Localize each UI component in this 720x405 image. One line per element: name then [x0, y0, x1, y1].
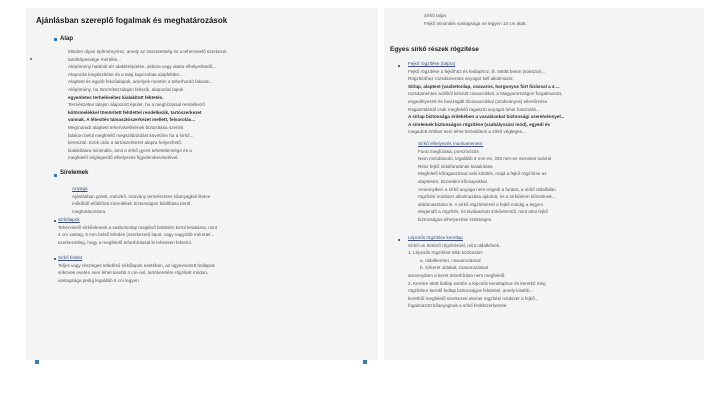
text-line: 2. Keretre ütött fedlap esetén a lépcsős keretlaphoz és keretkő még [408, 280, 546, 286]
text-line: Teherviselő sírkőelemek a vasbetonlap meglévő felületén kerül lerakásra, mint [58, 224, 218, 230]
text-line: Alépítmény határolt tér alaktérépítése, akkora vagy alatta elhelyezkedő... [68, 64, 217, 70]
left-document-page [26, 8, 378, 360]
step-item: alaptestre, közvetlen kőcsapokkal. [418, 178, 488, 184]
text-line: keretből megfelelő szerkezeti elemei rögzítési módszer a fejkő... [408, 295, 539, 301]
steps-heading: Sírkő elhelyezés munkamenete: [418, 141, 484, 146]
bullet-marker [54, 220, 56, 222]
text-line: megfelelő véglegesítő elhelyezés figyelembevételével. [68, 155, 179, 161]
text-line: keresztül. Ezek után a tartószerkezet alapra helyezhető. [68, 140, 183, 146]
bullet-marker [54, 258, 56, 260]
step-item: alátámasztása is. A sírkő rögzítésénél a fejkő mindig a legyen [418, 201, 544, 207]
left-page-title: Ajánlásban szereplő fogalmak és meghatározások [36, 16, 228, 25]
text-line: sírkövek esetén nem lehet kisebb 4 cm-nél, tartókeretére rögzített módon, [58, 270, 209, 276]
bullet-marker [54, 174, 57, 177]
step-item: Furat megfúrása, porszívózás [418, 148, 479, 154]
subsection-title: Sírkőlapok [58, 217, 80, 222]
text-line: a. oldalkeretet, csavarozással [420, 257, 481, 263]
bullet-marker [398, 239, 400, 241]
bullet-marker [54, 38, 57, 41]
text-line: vastagsága pedig legalább 6 cm legyen. [58, 277, 140, 283]
text-line: falakon belül megfelelő megszilárdulást követően ha a sírkő... [68, 132, 194, 138]
section-sirelemek-heading: Sírelemek [60, 170, 89, 176]
section-alap-body [68, 48, 368, 162]
text-line: Sírlap, alaptest (vasbetonlap, csavaros, horgonyos fúrt fúrással a 4 ... [408, 83, 560, 89]
bullet-marker [30, 58, 32, 60]
step-item: elegendő a rögzítés, és kiválasztott sírkőelemtől, mint ahol fejkő [418, 209, 548, 215]
text-line: A sírlap biztonsága érdekében a vasalásokat biztonsági szerelvénnyel... [408, 114, 565, 120]
numbered-steps [418, 140, 698, 224]
subsection-title: Lépcsős rögzítése keretlap [408, 235, 463, 240]
text-line: 1. Lépcsős rögzítésé több közbezárt: [408, 250, 484, 256]
text-line: megadott értéket sem lehet lerövidíteni a sírkő végleges... [408, 129, 526, 135]
text-line: szerkezetileg, hogy a megfelelő teherbírással le lehessen fektetni. [58, 239, 193, 245]
text-line: Természetes talajon alapozott épület, ha a megbízással rendelkező [68, 102, 205, 108]
text-line: Megmaradt alaptest teherviselésének biztosítása szerinti [68, 124, 184, 130]
right-document-page [384, 8, 704, 360]
text-line: egyenletes terheléséhez kialakított fektetés. [68, 94, 164, 100]
text-line: Fejkő minimális vastagsága ne legyen 10 cm alatt. [424, 20, 527, 26]
text-line: Sírkő-on történő rögzítésnél, mint oldalkőnek. [408, 242, 501, 248]
text-line: Alapozás kiegészítése és a talaj kapcsolata alapfelület... [68, 71, 183, 77]
step-item: Megfelelő kőragasztóval való kitöltés, majd a fejkő rögzítése az [418, 171, 547, 177]
text-line: amennyiben a keret teherbírása nem megfelelő. [408, 272, 506, 278]
step-item: Rész fejkő oldalfuratának kialakítása [418, 163, 493, 169]
step-item: rögzítési módszer alkalmazása ajánlott, és a sírkőelem kőzetének... [418, 194, 556, 200]
text-line: fogalmazott kőanyagnak a sírkő fedélszerkezete. [408, 303, 508, 309]
text-line: tartóképessége mértéke... [68, 56, 122, 62]
step-item: Nem rozsdásodó, legalább 8 mm-es, 200 mm-es menetes szárral [418, 156, 552, 162]
slide-marker-left [35, 360, 39, 364]
text-line: Alépítmény, ha tömörített talajon fekszik, alapozási lapok [68, 86, 184, 92]
step-item: biztonságos elhelyezése szükséges. [418, 216, 493, 222]
text-line: Teljes vagy részleges lefedésű sírkőlapok esetében, az úgynevezett fedlapok [58, 262, 215, 268]
right-page-top-lines [424, 12, 694, 27]
text-line: A sírelemek biztonságos rögzítése (szabályozási mód), egyedi és [408, 121, 551, 127]
text-line: engedélyezett és bevizsgált tőcsavarokkal (szabványos) ellenőrzése. [408, 98, 549, 104]
text-line: kialakításra minimális, amit a sírkő gyors tehetetlensége és a [68, 147, 192, 153]
slide-marker-right [363, 360, 367, 364]
subsection-anyaga [72, 185, 362, 215]
step-item: Amennyiben a sírkő anyaga nem engedi a furatot, a sírkő oldalfalán [418, 186, 556, 192]
text-line: Fejkő rögzítése a fejkőhöz és fedlaphoz, ill. öntött beton (sokszor)... [408, 68, 546, 74]
text-line: b. sírkeret oldalait, csavarozással [420, 265, 488, 271]
section-alap-heading: Alap [60, 36, 74, 42]
bullet-marker [398, 65, 400, 67]
text-line: Alaptest és egyéb fekvőalapok, amelyek mentén a teherhordó falazat... [68, 79, 213, 85]
text-line: rögzítésre kerülő fedlap biztonságos felülettel, amely kisebb... [408, 288, 534, 294]
subsection-title: Anyaga [72, 186, 88, 191]
text-line: Ragasztásnál csak megfelelő ragasztó anyagot lehet használni... [408, 106, 541, 112]
text-line: vannak. A létesítés támasztószerkezet mellett, felsorolás... [68, 117, 196, 123]
text-line: 4 cm vastag, 5 mm belső lefedés (szerkezeti) lapot, vagy nagyobb mérettel... [58, 232, 215, 238]
text-line: Rögzítéshez rozsdamentes anyagot kell alkalmazni. [408, 76, 514, 82]
text-line: Minden olyan építményrész, amely az összetettség és a teherviselő szerkezet [68, 49, 227, 54]
subsection-title: Sírkő felület [58, 255, 83, 260]
text-line: kőtörmelékkel tömörített felülettel rendelkezik, tartószerkezet [68, 109, 202, 115]
section-lepcsos-rogzitese [408, 234, 698, 310]
subsection-sirkolapok [58, 216, 368, 246]
text-line: rozsdamentes acélból készült csavarokkal, a Magyarországon forgalmazott, [408, 91, 563, 97]
right-page-title: Egyes sírkő részek rögzítése [390, 46, 479, 53]
text-line: meghatározásra. [72, 208, 107, 214]
subsection-title: Fejkő rögzítése (talpra) [408, 61, 456, 66]
text-line: műkőből előállított síremlékek biztonságos felállítása kerül [72, 201, 191, 207]
section-fejko-rogzitese [408, 60, 698, 136]
text-line: Ajánlásban gránit, mészkő, márvány természetes kőanyagból illetve [72, 193, 211, 199]
subsection-sirko-felulet [58, 254, 368, 284]
text-line: Sírkő talpa [424, 13, 446, 18]
